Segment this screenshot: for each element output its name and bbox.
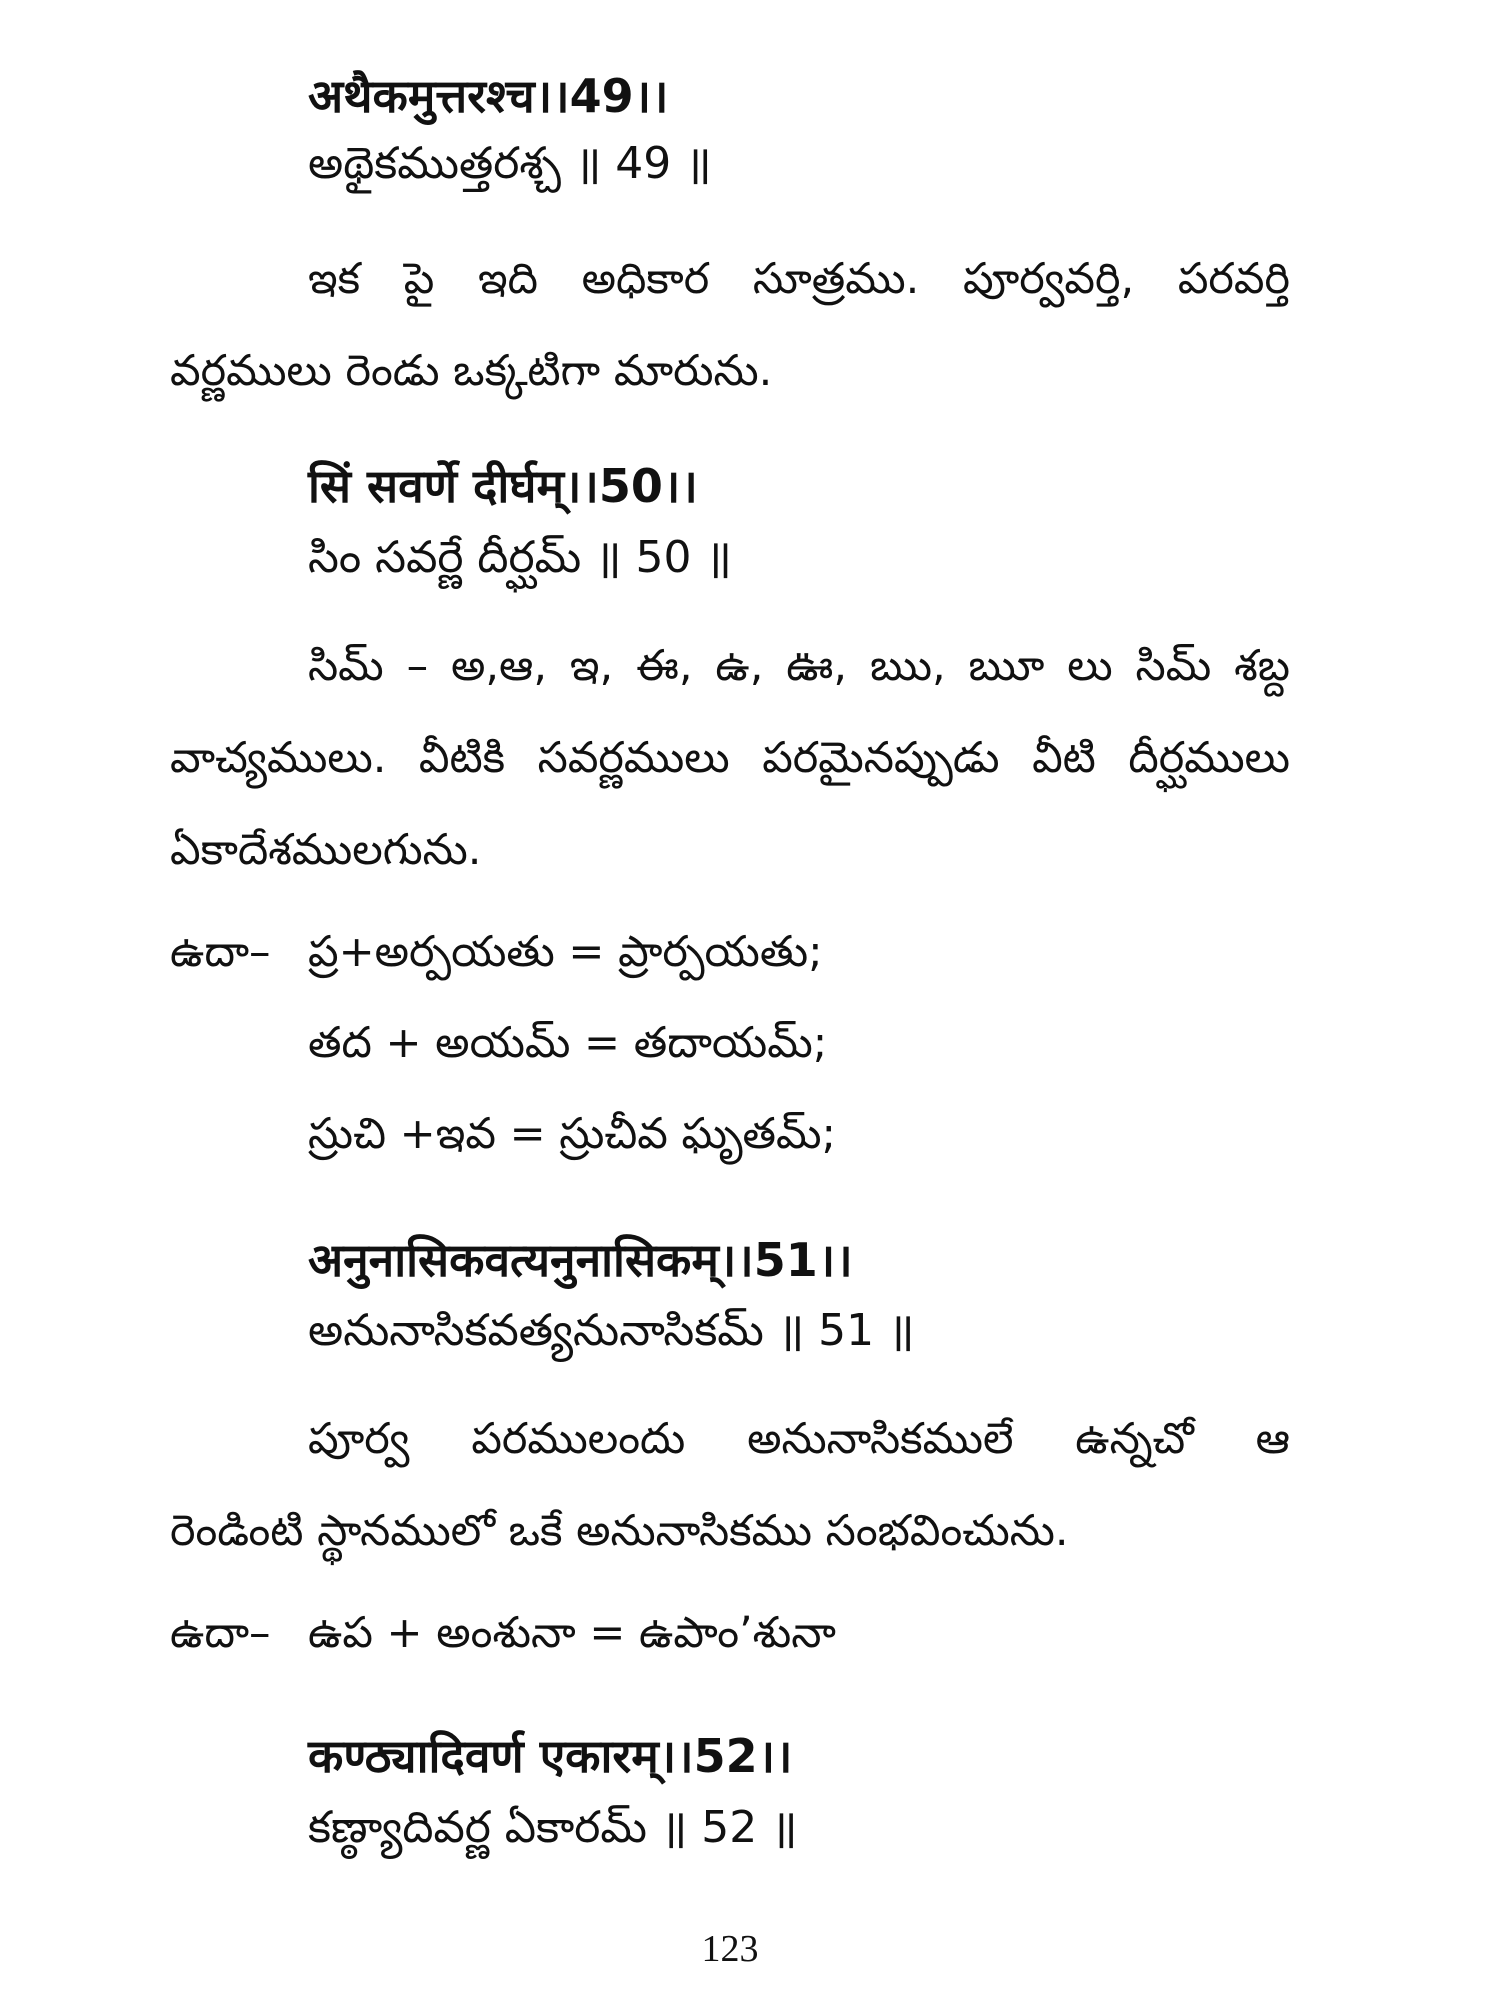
sutra-49-explanation [170, 233, 1290, 417]
example-text: ఉప + అంశునా = ఉపాం’శునా [308, 1608, 836, 1658]
sutra-50-example-third: స్రుచి +ఇవ = స్రుచీవ ఘృతమ్; [308, 1109, 836, 1159]
explanation-line: ఏకాదేశములగును. [170, 825, 482, 875]
explanation-line: వాచ్యములు. వీటికి సవర్ణములు పరమైనప్పుడు వీటి దీర్ఘములు [170, 733, 1290, 783]
sutra-51-example-first [170, 1603, 836, 1663]
explanation-line: సిమ్ – అ,ఆ, ఇ, ఈ, ఉ, ఊ, ఋ, ౠ లు సిమ్ శబ్ద [308, 641, 1290, 691]
sutra-50-explanation [170, 620, 1290, 896]
sutra-49-telugu: అథైకముత్తరశ్చ ॥ 49 ॥ [308, 138, 712, 189]
explanation-line: ఇక పై ఇది అధికార సూత్రము. పూర్వవర్తి, పరవర్తి [308, 254, 1290, 304]
sutra-51-telugu: అనునాసికవత్యనునాసికమ్ ॥ 51 ॥ [308, 1305, 915, 1356]
explanation-line: రెండింటి స్థానములో ఒకే అనునాసికము సంభవించును. [170, 1506, 1069, 1556]
explanation-line: పూర్వ పరములందు అనునాసికములే ఉన్నచో ఆ [308, 1414, 1290, 1464]
example-label: ఉదా– [170, 927, 271, 977]
sutra-50-example-first [170, 922, 823, 982]
sutra-50-devanagari: सिं सवर्णे दीर्घम्।।50।। [308, 459, 698, 513]
example-label: ఉదా– [170, 1608, 271, 1658]
sutra-51-explanation [170, 1393, 1290, 1577]
example-text: ప్ర+అర్పయతు = ప్రార్పయతు; [308, 927, 823, 977]
page-number: 123 [701, 1928, 759, 1970]
sutra-51-devanagari: अनुनासिकवत्यनुनासिकम्।।51।। [308, 1233, 853, 1287]
sutra-50-telugu: సిం సవర్ణే దీర్ఘమ్ ॥ 50 ॥ [308, 532, 732, 583]
sutra-50-example-second: తద + అయమ్ = తదాయమ్; [308, 1018, 828, 1068]
sutra-52-telugu: కణ్ఠ్యాదివర్ణ ఏకారమ్ ॥ 52 ॥ [308, 1802, 798, 1853]
explanation-line: వర్ణములు రెండు ఒక్కటిగా మారును. [170, 346, 773, 396]
sutra-49-devanagari: अथैकमुत्तरश्च।।49।। [308, 69, 669, 123]
sutra-52-devanagari: कण्ठ्यादिवर्ण एकारम्।।52।। [308, 1729, 793, 1783]
